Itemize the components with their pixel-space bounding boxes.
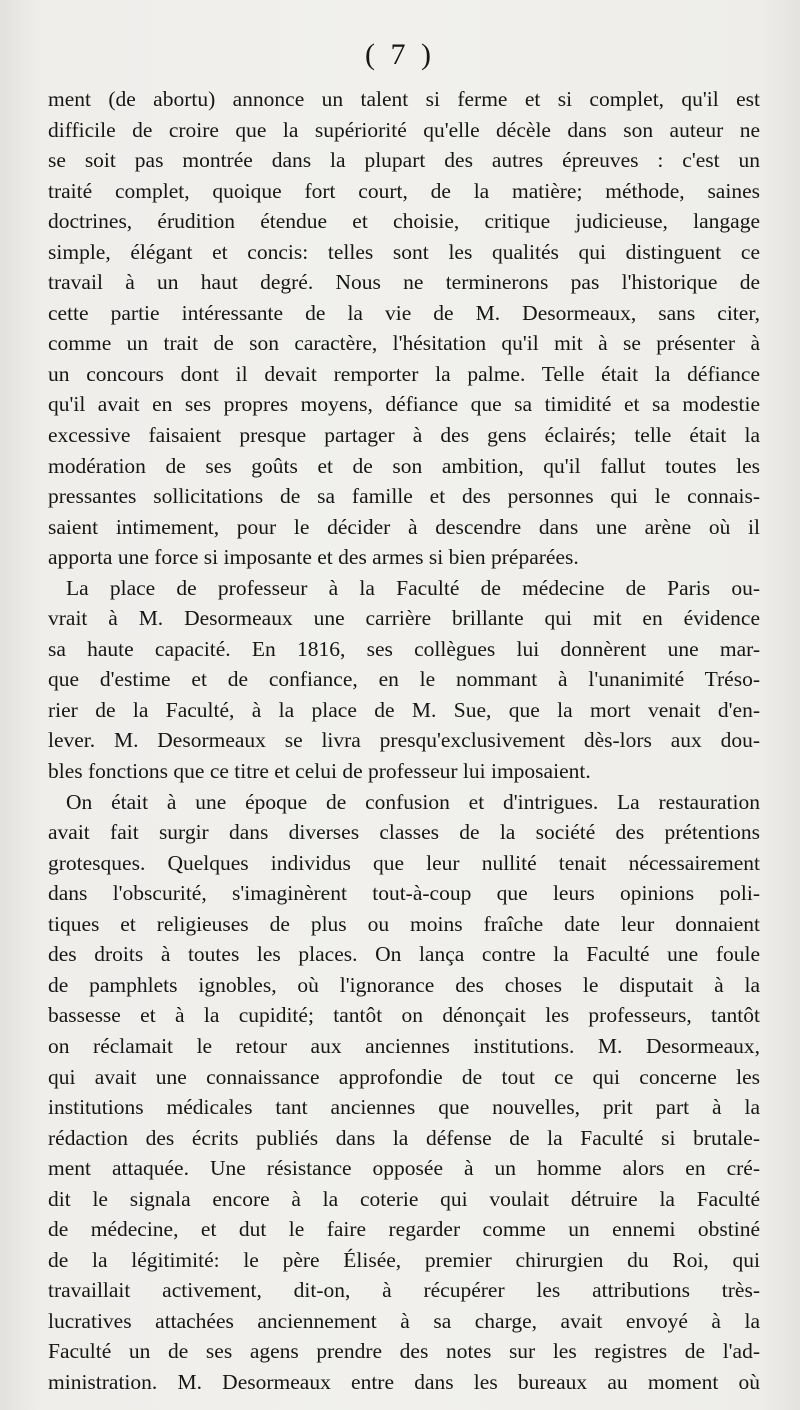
text-line: excessive faisaient presque partager à des gens éclairés; telle était la xyxy=(48,423,760,448)
text-line: tiques et religieuses de plus ou moins fraîche date leur donnaient xyxy=(48,911,760,936)
text-line: simple, élégant et concis: telles sont les qualités qui distinguent ce xyxy=(48,239,760,264)
text-line: qu'il avait en ses propres moyens, défiance que sa timidité et sa modestie xyxy=(48,392,760,417)
text-line: Faculté un de ses agens prendre des notes sur les registres de l'ad- xyxy=(48,1339,760,1364)
text-line: modération de ses goûts et de son ambition, qu'il fallut toutes les xyxy=(48,453,760,478)
text-line: dit le signala encore à la coterie qui voulait détruire la Faculté xyxy=(48,1186,760,1211)
text-line: travail à un haut degré. Nous ne terminerons pas l'historique de xyxy=(48,270,760,295)
text-line: difficile de croire que la supériorité qu'elle décèle dans son auteur ne xyxy=(48,117,760,142)
text-line: traité complet, quoique fort court, de la matière; méthode, saines xyxy=(48,178,760,203)
text-line: lucratives attachées anciennement à sa charge, avait envoyé à la xyxy=(48,1308,760,1333)
text-line: ment attaquée. Une résistance opposée à un homme alors en cré- xyxy=(48,1156,760,1181)
text-line: bles fonctions que ce titre et celui de professeur lui imposaient. xyxy=(48,759,591,784)
text-line: qui avait une connaissance approfondie de tout ce qui concerne les xyxy=(48,1064,760,1089)
text-line: vrait à M. Desormeaux une carrière brillante qui mit en évidence xyxy=(48,606,760,631)
text-line: on réclamait le retour aux anciennes institutions. M. Desormeaux, xyxy=(48,1033,760,1058)
text-line: pressantes sollicitations de sa famille et des personnes qui le connais- xyxy=(48,484,760,509)
text-line: de la légitimité: le père Élisée, premier chirurgien du Roi, qui xyxy=(48,1247,760,1272)
text-line: avait fait surgir dans diverses classes de la société des prétentions xyxy=(48,820,760,845)
text-line: ministration. M. Desormeaux entre dans les bureaux au moment où xyxy=(48,1369,760,1394)
text-line: saient intimement, pour le décider à descendre dans une arène où il xyxy=(48,514,760,539)
text-line: comme un trait de son caractère, l'hésitation qu'il mit à se présenter à xyxy=(48,331,760,356)
body-text xyxy=(48,84,760,1398)
text-line: se soit pas montrée dans la plupart des autres épreuves : c'est un xyxy=(48,148,760,173)
text-line: de médecine, et dut le faire regarder comme un ennemi obstiné xyxy=(48,1217,760,1242)
text-line: La place de professeur à la Faculté de médecine de Paris ou- xyxy=(66,575,760,600)
text-line: bassesse et à la cupidité; tantôt on dénonçait les professeurs, tantôt xyxy=(48,1003,760,1028)
text-line: sa haute capacité. En 1816, ses collègues lui donnèrent une mar- xyxy=(48,636,760,661)
page-number: ( 7 ) xyxy=(365,38,435,71)
text-line: rédaction des écrits publiés dans la défense de la Faculté si brutale- xyxy=(48,1125,760,1150)
text-line: des droits à toutes les places. On lança contre la Faculté une foule xyxy=(48,942,760,967)
text-line: grotesques. Quelques individus que leur nullité tenait nécessairement xyxy=(48,850,760,875)
text-line: travaillait activement, dit-on, à récupérer les attributions très- xyxy=(48,1278,760,1303)
text-line: cette partie intéressante de la vie de M. Desormeaux, sans citer, xyxy=(48,300,760,325)
text-line: doctrines, érudition étendue et choisie, critique judicieuse, langage xyxy=(48,209,760,234)
text-line: apporta une force si imposante et des armes si bien préparées. xyxy=(48,545,579,570)
text-line: un concours dont il devait remporter la palme. Telle était la défiance xyxy=(48,361,760,386)
text-line: de pamphlets ignobles, où l'ignorance des choses le disputait à la xyxy=(48,972,760,997)
text-line: On était à une époque de confusion et d'intrigues. La restauration xyxy=(66,789,760,814)
text-line: institutions médicales tant anciennes que nouvelles, prit part à la xyxy=(48,1095,760,1120)
text-line: lever. M. Desormeaux se livra presqu'exclusivement dès-lors aux dou- xyxy=(48,728,760,753)
text-line: dans l'obscurité, s'imaginèrent tout-à-coup que leurs opinions poli- xyxy=(48,881,760,906)
text-line: ment (de abortu) annonce un talent si ferme et si complet, qu'il est xyxy=(48,87,760,111)
text-line: que d'estime et de confiance, en le nommant à l'unanimité Tréso- xyxy=(48,667,760,692)
text-line: rier de la Faculté, à la place de M. Sue, que la mort venait d'en- xyxy=(48,697,760,722)
